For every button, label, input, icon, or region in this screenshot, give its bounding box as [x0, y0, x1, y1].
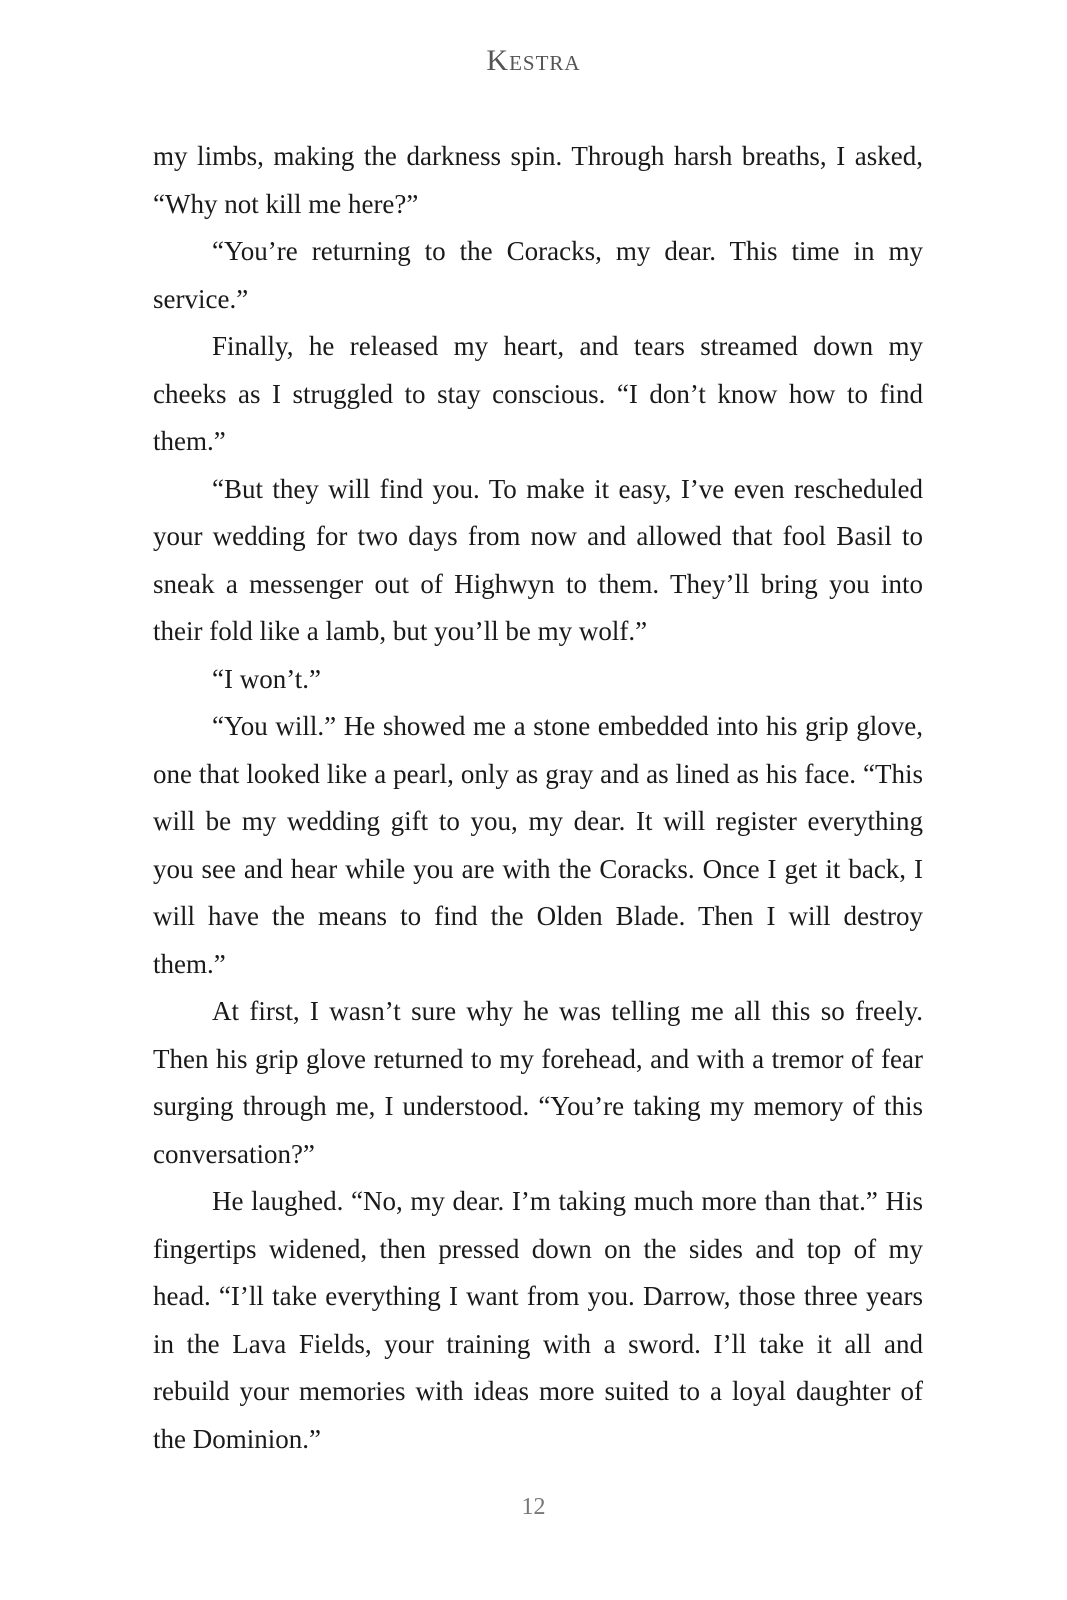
body-text: [153, 133, 923, 1463]
paragraph: my limbs, making the darkness spin. Through harsh breaths, I asked, “Why not kill me here?”: [153, 141, 923, 219]
paragraph: At first, I wasn’t sure why he was telling me all this so freely. Then his grip glove returned to my forehead, and with a tremor of fear surging through me, I understood. “You’re taking my memory of this conversation?”: [153, 996, 923, 1169]
paragraph: “You’re returning to the Coracks, my dear. This time in my service.”: [153, 236, 923, 314]
running-head: Kestra: [486, 44, 581, 77]
paragraph: Finally, he released my heart, and tears streamed down my cheeks as I struggled to stay conscious. “I don’t know how to find them.”: [153, 331, 923, 456]
page-number: 12: [521, 1494, 546, 1520]
paragraph: “You will.” He showed me a stone embedded into his grip glove, one that looked like a pearl, only as gray and as lined as his face. “This will be my wedding gift to you, my dear. It will register everything you see and hear while you are with the Coracks. Once I get it back, I will have the means to find the Olden Blade. Then I will destroy them.”: [153, 711, 923, 979]
paragraph: He laughed. “No, my dear. I’m taking much more than that.” His fingertips widened, then pressed down on the sides and top of my head. “I’ll take everything I want from you. Darrow, those three years in the Lava Fields, your training with a sword. I’ll take it all and rebuild your memories with ideas more suited to a loyal daughter of the Dominion.”: [153, 1186, 923, 1454]
paragraph: “I won’t.”: [212, 663, 321, 694]
paragraph: “But they will find you. To make it easy, I’ve even rescheduled your wedding for two days from now and allowed that fool Basil to sneak a messenger out of Highwyn to them. They’ll bring you into their fold like a lamb, but you’ll be my wolf.”: [153, 473, 923, 646]
